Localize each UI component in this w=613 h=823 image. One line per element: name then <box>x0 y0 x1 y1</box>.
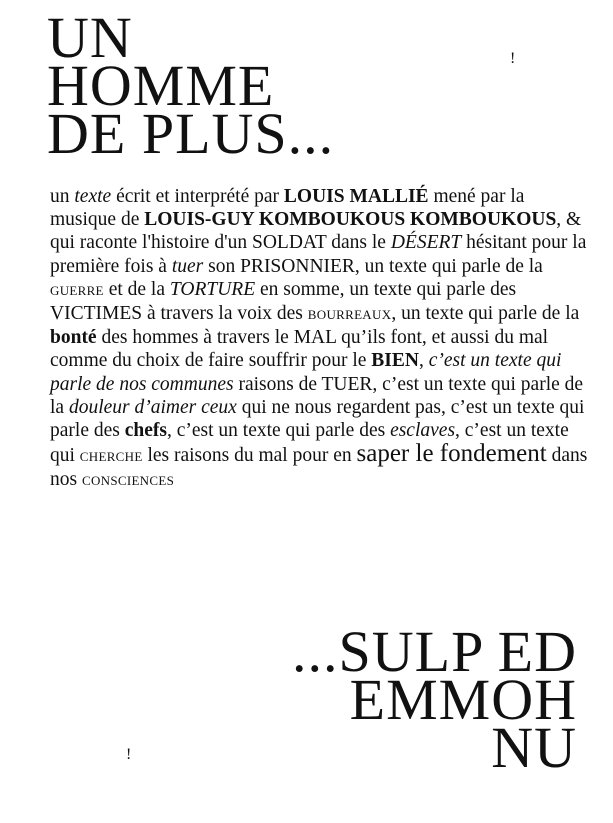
exclamation-mark-bottom: ! <box>126 746 132 763</box>
text-run: , & qui raconte l'histoire d'un SOLDAT dans le <box>50 209 582 254</box>
text-run: hésitant pour la première fois à <box>50 232 587 277</box>
text-run: , un texte qui parle de la <box>391 303 580 325</box>
text-run: écrit et interprété par <box>111 186 284 207</box>
text-run-small-caps: GUERRE <box>50 282 104 298</box>
title-bottom-line-1: ...SULP ED <box>292 619 577 684</box>
text-run-italic: esclaves <box>390 420 456 442</box>
text-run: des hommes à travers le MAL qu’ils font, et aussi du mal comme du choix de faire souffrir pour le <box>50 327 549 372</box>
text-run-italic: DÉSERT <box>390 232 462 254</box>
text-run: qui ne nous regardent pas, c’est un texte qui parle des <box>50 396 585 442</box>
text-run-small-caps: BOURREAUX <box>307 307 392 323</box>
text-run-italic: c’est un texte qui parle de nos communes <box>50 350 562 395</box>
text-run: en somme, un texte qui parle des VICTIMES à travers la voix des <box>50 278 517 325</box>
text-run-italic: texte <box>74 186 112 207</box>
text-run-bold: bonté <box>50 327 97 349</box>
text-run-bold: LOUIS MALLIÉ <box>283 186 429 207</box>
text-run: un <box>50 186 75 207</box>
text-run: les raisons du mal pour en <box>142 445 357 467</box>
text-run-bold: LOUIS-GUY KOMBOUKOUS KOMBOUKOUS <box>144 209 557 231</box>
exclamation-mark-top: ! <box>510 50 516 67</box>
text-run-italic: tuer <box>171 255 204 277</box>
text-run-small-caps: CHERCHE <box>79 449 143 465</box>
text-run-small-caps: CONSCIENCES <box>81 473 175 489</box>
title-top-line-2: HOMME <box>47 53 275 118</box>
title-bottom-line-3: NU <box>491 715 577 780</box>
text-run: son PRISONNIER, un texte qui parle de la <box>203 255 543 277</box>
title-bottom-line-2: EMMOH <box>349 667 577 732</box>
text-run-large: saper le fondement <box>356 440 547 468</box>
body-paragraph <box>50 185 595 493</box>
title-top <box>47 5 335 166</box>
text-run-bold: chefs <box>124 420 167 442</box>
title-top-line-1: UN <box>47 5 133 70</box>
title-top-line-3: DE PLUS... <box>47 101 335 166</box>
text-run: , <box>418 350 429 372</box>
title-bottom-mirrored <box>292 619 577 780</box>
text-run: mené par la musique de <box>50 186 525 231</box>
text-run-italic: douleur d’aimer ceux <box>68 396 237 418</box>
text-run: , c’est un texte qui <box>50 420 569 467</box>
text-run-bold: BIEN <box>371 350 419 372</box>
text-run-italic: TORTURE <box>169 278 256 300</box>
text-run: et de la <box>103 278 170 300</box>
text-run: , c’est un texte qui parle des <box>166 420 391 442</box>
text-run: raisons de TUER, c’est un texte qui parle de la <box>50 373 584 418</box>
text-run: dans nos <box>50 445 588 491</box>
